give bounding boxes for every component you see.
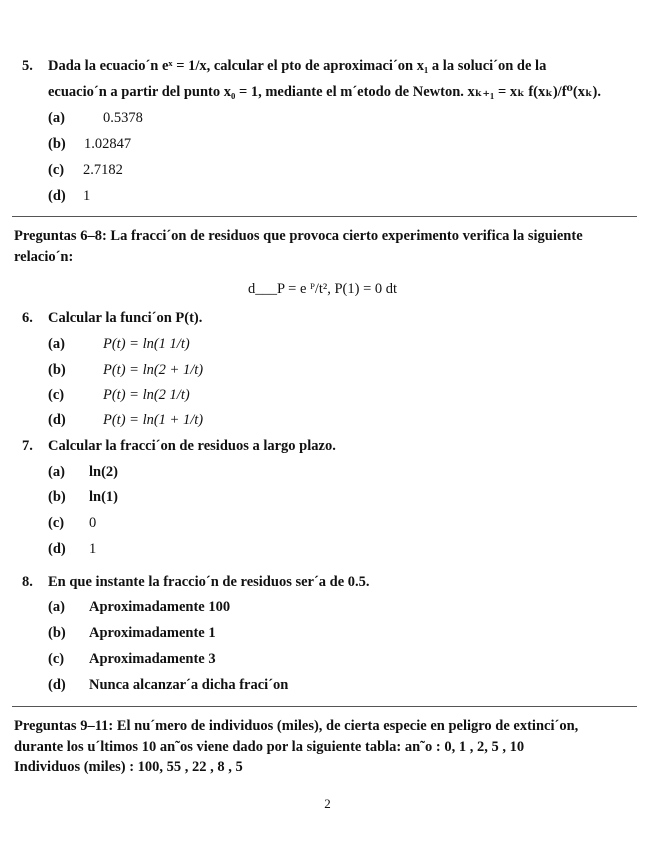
question-number: 7.: [22, 438, 33, 454]
option-letter: (a): [48, 110, 65, 126]
question-text: En que instante la fraccio´n de residuos ser´a de 0.5.: [48, 574, 370, 590]
option-letter: (a): [48, 599, 65, 615]
option-text: Nunca alcanzar´a dicha fraci´on: [89, 677, 289, 693]
question-text-line1: Dada la ecuacio´n eˣ = 1/x, calcular el pto de aproximaci´on x₁ a la soluci´on de la: [48, 58, 547, 74]
intro-line2: durante los u´ltimos 10 an˜os viene dado por la siguiente tabla: an˜o : 0, 1 , 2, 5 , 10: [14, 739, 525, 755]
differential-equation: d___P = e ᴾ/t², P(1) = 0 dt: [248, 281, 398, 297]
option-letter: (c): [48, 651, 65, 667]
option-text: 1: [89, 541, 97, 557]
option-letter: (a): [48, 464, 65, 480]
option-text: P(t) = ln(1 + 1/t): [103, 412, 204, 428]
intro-line1: Preguntas 9–11: El nu´mero de individuos (miles), de cierta especie en peligro de extinci´on,: [14, 718, 579, 734]
option-text: ln(1): [89, 489, 118, 505]
option-letter: (d): [48, 677, 66, 693]
option-letter: (b): [48, 136, 66, 152]
option-letter: (b): [48, 362, 66, 378]
section-divider: [12, 216, 637, 217]
option-text: 0.5378: [103, 110, 143, 126]
option-text: ln(2): [89, 464, 118, 480]
option-letter: (b): [48, 625, 66, 641]
option-text: 1: [83, 188, 91, 204]
option-letter: (a): [48, 336, 65, 352]
intro-line2: relacio´n:: [14, 249, 74, 265]
question-text: Calcular la fracci´on de residuos a largo plazo.: [48, 438, 336, 454]
option-text: 2.7182: [83, 162, 123, 178]
option-letter: (d): [48, 412, 66, 428]
option-text: Aproximadamente 100: [89, 599, 231, 615]
option-text: 0: [89, 515, 97, 531]
intro-line3: Individuos (miles) : 100, 55 , 22 , 8 , 5: [14, 759, 243, 775]
section-divider: [12, 706, 637, 707]
option-text: Aproximadamente 1: [89, 625, 216, 641]
question-number: 6.: [22, 310, 33, 326]
page-number: 2: [324, 796, 331, 811]
option-text: Aproximadamente 3: [89, 651, 216, 667]
question-text-line2: ecuacio´n a partir del punto x₀ = 1, mediante el m´etodo de Newton. xₖ₊₁ = xₖ f(xₖ)/f⁰(xₖ).: [48, 84, 601, 100]
option-letter: (c): [48, 162, 65, 178]
option-letter: (c): [48, 387, 65, 403]
option-text: P(t) = ln(2 1/t): [103, 387, 190, 403]
option-text: P(t) = ln(1 1/t): [103, 336, 190, 352]
option-letter: (d): [48, 541, 66, 557]
question-number: 5.: [22, 58, 33, 74]
intro-line1: Preguntas 6–8: La fracci´on de residuos que provoca cierto experimento verifica la siguiente: [14, 228, 583, 244]
option-letter: (c): [48, 515, 65, 531]
option-text: P(t) = ln(2 + 1/t): [103, 362, 204, 378]
question-number: 8.: [22, 574, 33, 590]
option-text: 1.02847: [84, 136, 132, 152]
option-letter: (d): [48, 188, 66, 204]
question-text: Calcular la funci´on P(t).: [48, 310, 203, 326]
option-letter: (b): [48, 489, 66, 505]
